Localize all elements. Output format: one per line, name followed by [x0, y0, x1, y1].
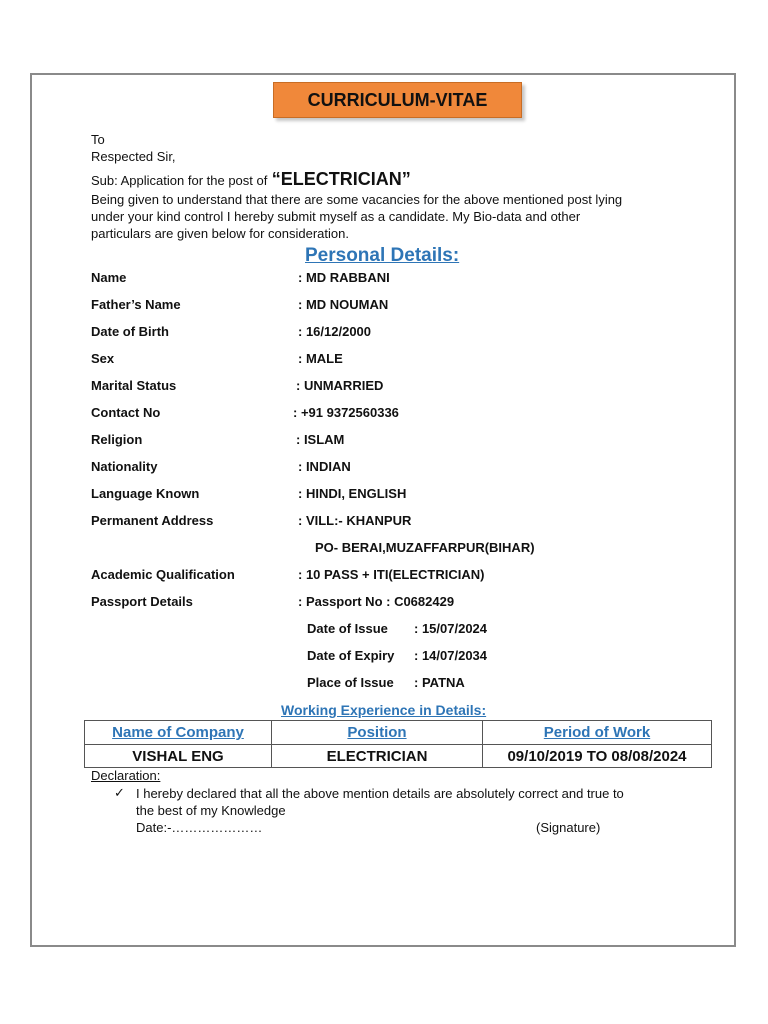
detail-label: Contact No	[91, 405, 161, 420]
detail-label: Passport Details	[91, 594, 193, 609]
column-header: Name of Company	[85, 721, 272, 745]
declaration-line-2: the best of my Knowledge	[136, 803, 286, 818]
intro-line-2: under your kind control I hereby submit myself as a candidate. My Bio-data and other	[91, 209, 581, 224]
detail-value: : 10 PASS + ITI(ELECTRICIAN)	[298, 567, 485, 582]
passport-value: : 15/07/2024	[414, 621, 488, 636]
intro-line-3: particulars are given below for consideration.	[91, 226, 349, 241]
declaration-heading: Declaration:	[91, 768, 161, 783]
detail-value: : MALE	[298, 351, 343, 366]
table-header-row	[85, 721, 712, 745]
detail-label: Name	[91, 270, 127, 285]
cv-title: CURRICULUM-VITAE	[273, 82, 522, 118]
salutation-to: To	[91, 132, 105, 147]
passport-value: : PATNA	[414, 675, 465, 690]
detail-value: : Passport No : C0682429	[298, 594, 455, 609]
detail-value: : 16/12/2000	[298, 324, 372, 339]
detail-value: : MD NOUMAN	[298, 297, 389, 312]
declaration-date: Date:-…………………	[136, 820, 263, 835]
personal-details-heading: Personal Details:	[305, 245, 460, 266]
detail-label: Father’s Name	[91, 297, 181, 312]
salutation-respected: Respected Sir,	[91, 149, 176, 164]
subject-post: “ELECTRICIAN”	[271, 169, 411, 189]
detail-label: Religion	[91, 432, 143, 447]
subject-prefix: Sub: Application for the post of	[91, 173, 268, 188]
detail-value: : HINDI, ENGLISH	[298, 486, 407, 501]
detail-value: : MD RABBANI	[298, 270, 390, 285]
detail-value: : VILL:- KHANPUR	[298, 513, 412, 528]
table-row	[85, 745, 712, 768]
detail-label: Permanent Address	[91, 513, 214, 528]
detail-value: PO- BERAI,MUZAFFARPUR(BIHAR)	[315, 540, 535, 555]
check-icon: ✓	[114, 785, 125, 800]
detail-value: : INDIAN	[298, 459, 351, 474]
passport-label: Date of Issue	[307, 621, 388, 636]
subject-line	[91, 169, 411, 190]
column-header: Position	[272, 721, 483, 745]
detail-label: Marital Status	[91, 378, 177, 393]
table-cell: ELECTRICIAN	[272, 745, 483, 768]
detail-label: Language Known	[91, 486, 200, 501]
detail-label: Sex	[91, 351, 115, 366]
work-experience-table	[84, 720, 712, 768]
detail-label: Nationality	[91, 459, 158, 474]
detail-label: Academic Qualification	[91, 567, 235, 582]
detail-value: : +91 9372560336	[293, 405, 399, 420]
detail-value: : UNMARRIED	[296, 378, 384, 393]
column-header: Period of Work	[483, 721, 712, 745]
table-cell: 09/10/2019 TO 08/08/2024	[483, 745, 712, 768]
detail-value: : ISLAM	[296, 432, 345, 447]
declaration-line-1: I hereby declared that all the above mention details are absolutely correct and true to	[136, 786, 624, 801]
intro-line-1: Being given to understand that there are some vacancies for the above mentioned post lying	[91, 192, 623, 207]
passport-label: Date of Expiry	[307, 648, 395, 663]
passport-value: : 14/07/2034	[414, 648, 488, 663]
detail-label: Date of Birth	[91, 324, 169, 339]
table-cell: VISHAL ENG	[85, 745, 272, 768]
passport-label: Place of Issue	[307, 675, 394, 690]
work-experience-heading: Working Experience in Details:	[281, 702, 487, 718]
signature-label: (Signature)	[536, 820, 601, 835]
